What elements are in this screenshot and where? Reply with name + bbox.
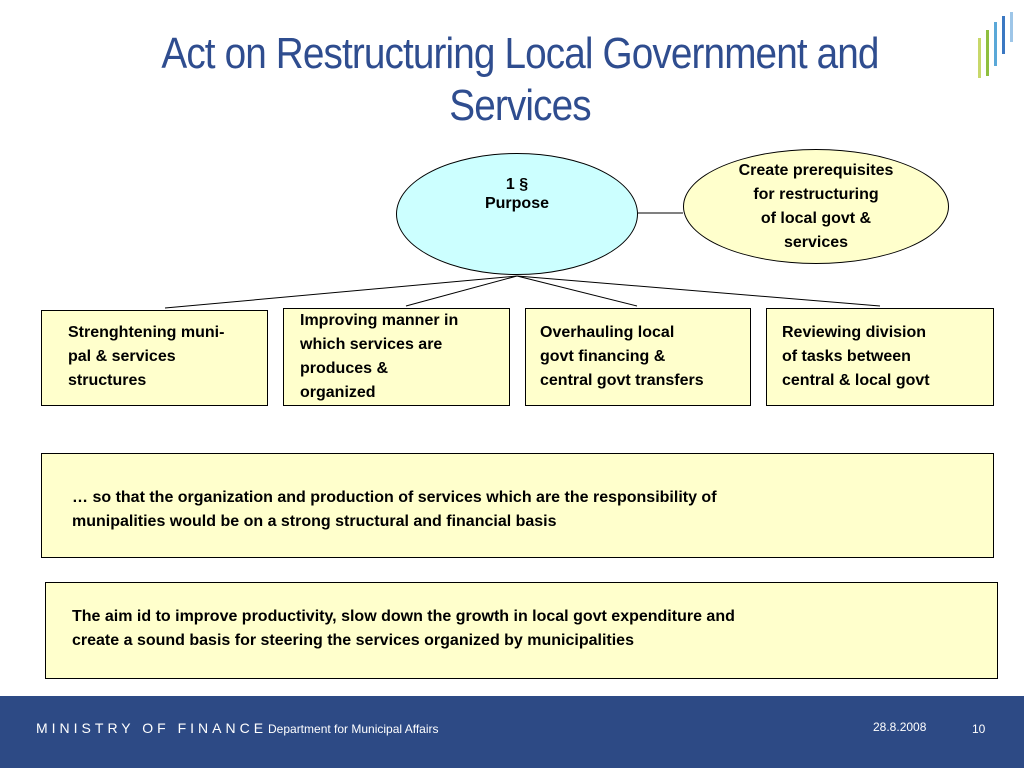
goal-box-improving (283, 308, 510, 406)
goal-box-line: of tasks between (782, 348, 911, 365)
statement-box-aim (45, 582, 998, 679)
goal-box-line: Improving manner in (300, 312, 459, 329)
ministry-name: MINISTRY OF FINANCE (36, 720, 268, 736)
goal-box-line: structures (68, 372, 147, 389)
goal-box-reviewing (766, 308, 994, 406)
purpose-line-2: Purpose (484, 195, 549, 212)
goal-box-line: Reviewing division (782, 324, 927, 341)
prereq-line: services (783, 233, 849, 251)
goal-box-strengthening (41, 310, 268, 406)
goal-box-line: pal & services (68, 348, 176, 365)
goal-box-line: Strenghtening muni- (68, 324, 225, 341)
goal-box-line: govt financing & (540, 348, 666, 365)
goal-box-line: central govt transfers (540, 372, 704, 389)
goal-box-line: organized (300, 384, 376, 401)
goal-box-line: produces & (300, 360, 389, 377)
prereq-line: for restructuring (753, 185, 879, 203)
statement-line: The aim id to improve productivity, slow down the growth in local govt expenditure and (72, 608, 735, 625)
connector-box-1 (165, 276, 517, 308)
page-number: 10 (972, 722, 986, 736)
department-name: Department for Municipal Affairs (268, 722, 439, 736)
goal-box-line: which services are (300, 336, 443, 353)
statement-box-basis (41, 453, 994, 558)
footer-bar (0, 696, 1024, 768)
goal-box-overhauling (525, 308, 751, 406)
statement-line: munipalities would be on a strong structural and financial basis (72, 513, 557, 530)
title-line-2: Services (449, 81, 591, 130)
purpose-ellipse (396, 153, 638, 275)
prerequisites-ellipse (683, 149, 949, 264)
slide-date: 28.8.2008 (873, 720, 927, 734)
prereq-line: of local govt & (760, 209, 872, 227)
title-line-1: Act on Restructuring Local Government and (161, 29, 879, 78)
connector-box-4 (517, 276, 880, 306)
connector-box-2 (406, 276, 517, 306)
purpose-line-1: 1 § (505, 176, 529, 193)
statement-line: create a sound basis for steering the services organized by municipalities (72, 632, 634, 649)
goal-box-line: Overhauling local (540, 324, 675, 341)
goal-box-line: central & local govt (782, 372, 930, 389)
prereq-line: Create prerequisites (738, 161, 894, 179)
statement-line: … so that the organization and production of services which are the responsibility of (72, 489, 717, 506)
